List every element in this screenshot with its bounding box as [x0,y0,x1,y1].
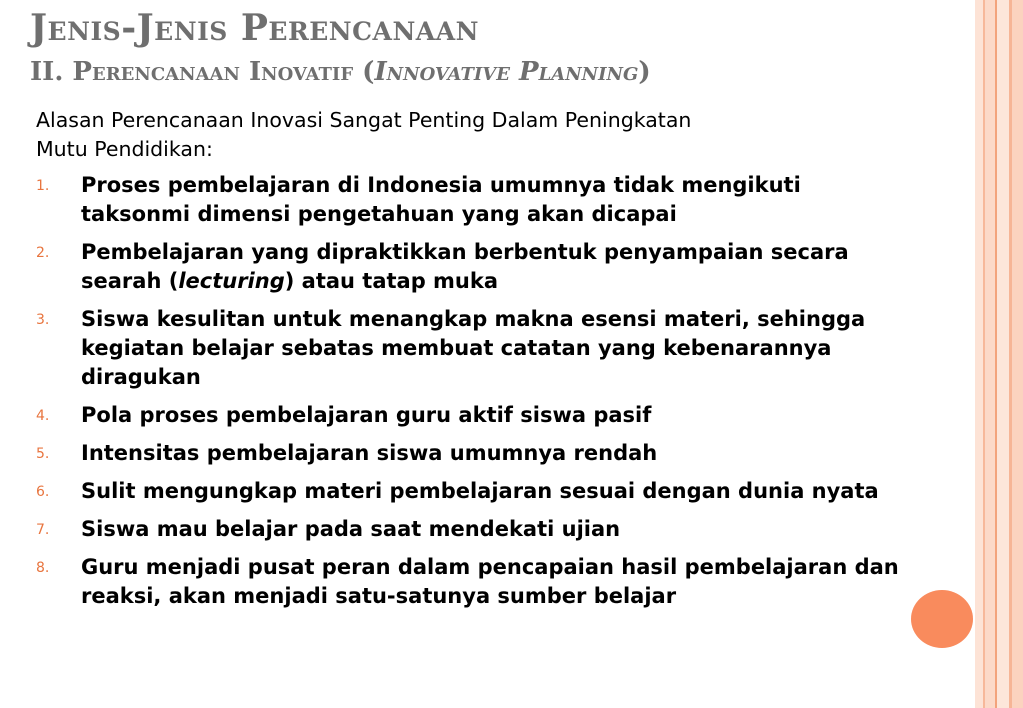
list-item [36,305,904,392]
list-item [36,439,904,468]
stripe [975,0,983,708]
list-number: 5. [36,446,50,462]
list-number: 7. [36,522,50,538]
slide-subtitle [30,55,651,89]
subtitle-prefix: II. Perencanaan Inovatif ( [30,57,375,87]
list-item [36,515,904,544]
reasons-list [36,171,904,611]
stripe [997,0,1009,708]
subtitle-suffix: ) [638,57,651,87]
list-item [36,238,904,296]
intro-line-2: Mutu Pendidikan: [36,137,213,161]
list-item-text: Siswa mau belajar pada saat mendekati ujian [81,517,621,541]
list-item-text-pre: Pembelajaran yang dipraktikkan berbentuk penyampaian secara searah ( [81,240,849,293]
list-number: 3. [36,312,50,328]
list-item-text: Intensitas pembelajaran siswa umumnya rendah [81,441,658,465]
intro-line-1: Alasan Perencanaan Inovasi Sangat Penting Dalam Peningkatan [36,108,692,132]
list-number: 6. [36,484,50,500]
list-item [36,171,904,229]
list-item-text: Guru menjadi pusat peran dalam pencapaian hasil pembelajaran dan reaksi, akan menjadi satu-satunya sumber belajar [81,555,899,608]
list-item-text-post: ) atau tatap muka [284,269,499,293]
list-item-text: Siswa kesulitan untuk menangkap makna esensi materi, sehingga kegiatan belajar sebatas membuat catatan yang kebenarannya diragukan [81,307,866,389]
list-number: 8. [36,560,50,576]
list-item-text: Proses pembelajaran di Indonesia umumnya tidak mengikuti taksonmi dimensi pengetahuan yang akan dicapai [81,173,801,226]
list-item [36,477,904,506]
list-item-text: Pola proses pembelajaran guru aktif siswa pasif [81,403,652,427]
slide-body [36,106,904,620]
list-item [36,401,904,430]
intro-text [36,106,904,164]
decorative-circle [911,590,973,648]
list-number: 1. [36,178,50,194]
list-number: 2. [36,245,50,261]
list-number: 4. [36,408,50,424]
list-item-text: Sulit mengungkap materi pembelajaran sesuai dengan dunia nyata [81,479,879,503]
stripe [985,0,995,708]
slide-title: Jenis-Jenis Perencanaan [30,7,479,49]
list-item [36,553,904,611]
decorative-stripes [975,0,1023,708]
list-item-text-italic: lecturing [178,269,285,293]
stripe [1012,0,1023,708]
subtitle-italic: Innovative Planning [374,57,639,87]
